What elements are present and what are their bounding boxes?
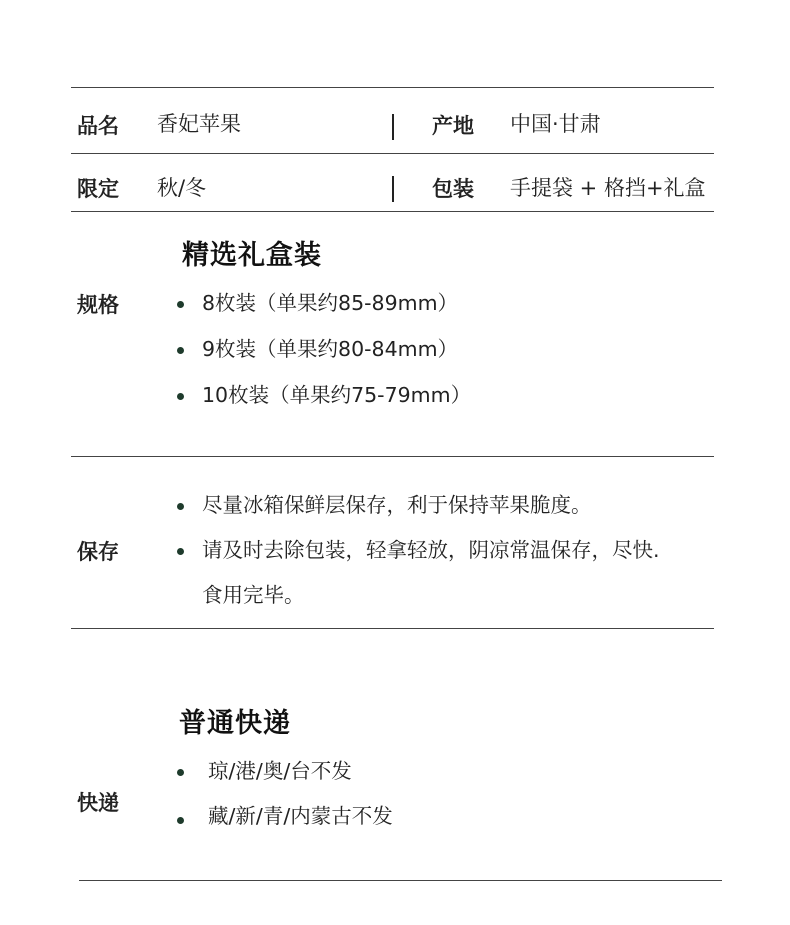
- season-label: 限定: [77, 177, 119, 201]
- bullet-icon: [177, 503, 184, 510]
- delivery-label: 快递: [77, 791, 119, 815]
- bullet-icon: [177, 817, 184, 824]
- row-divider: [71, 211, 714, 212]
- bottom-divider: [79, 880, 722, 881]
- name-value: 香妃苹果: [157, 112, 241, 136]
- top-divider: [71, 87, 714, 88]
- bullet-icon: [177, 548, 184, 555]
- storage-label: 保存: [77, 540, 119, 564]
- delivery-item: 琼/港/奥/台不发: [208, 759, 352, 783]
- bullet-icon: [177, 301, 184, 308]
- row-divider: [71, 153, 714, 154]
- packaging-value: 手提袋 + 格挡+礼盒: [510, 176, 706, 200]
- name-label: 品名: [77, 114, 119, 138]
- size-item: 9枚装（单果约80-84mm）: [202, 337, 459, 361]
- size-item: 8枚装（单果约85-89mm）: [202, 291, 459, 315]
- section-divider: [71, 628, 714, 629]
- packaging-label: 包装: [432, 177, 474, 201]
- storage-item-continuation: 食用完毕。: [202, 583, 305, 607]
- size-heading: 精选礼盒装: [182, 240, 322, 271]
- origin-label: 产地: [432, 114, 474, 138]
- bullet-icon: [177, 769, 184, 776]
- delivery-heading: 普通快递: [179, 708, 291, 739]
- size-item: 10枚装（单果约75-79mm）: [202, 383, 472, 407]
- delivery-item: 藏/新/青/内蒙古不发: [208, 804, 393, 828]
- season-value: 秋/冬: [157, 176, 207, 200]
- size-label: 规格: [77, 293, 119, 317]
- origin-value: 中国·甘肃: [510, 112, 601, 136]
- bullet-icon: [177, 393, 184, 400]
- column-separator: [392, 114, 394, 140]
- storage-item: 请及时去除包装，轻拿轻放，阴凉常温保存，尽快.: [202, 538, 660, 562]
- bullet-icon: [177, 347, 184, 354]
- column-separator: [392, 176, 394, 202]
- storage-item: 尽量冰箱保鲜层保存，利于保持苹果脆度。: [202, 493, 592, 517]
- section-divider: [71, 456, 714, 457]
